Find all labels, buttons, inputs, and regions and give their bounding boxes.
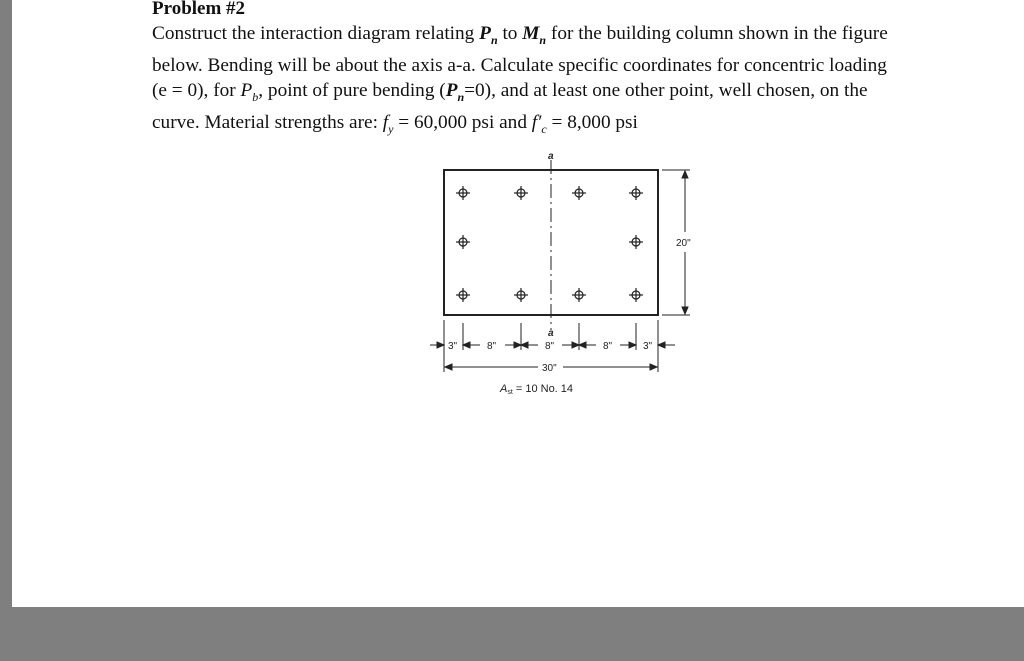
pn-letter: P (445, 79, 458, 101)
text-segment: =0), and at least one other point, well chosen, on the (464, 79, 868, 101)
pb-letter: P (240, 79, 253, 101)
axis-label-bottom: a (548, 328, 554, 339)
pb-subscript: b (252, 89, 259, 104)
steel-area-value: = 10 No. 14 (512, 383, 574, 395)
rebar (514, 186, 528, 200)
rebar (456, 235, 470, 249)
steel-area-subscript: st (507, 389, 513, 396)
statement-line-2: below. Bending will be about the axis a-a. Calculate specific coordinates for concentric loading (152, 54, 887, 76)
mn-letter: M (522, 23, 540, 44)
rebar (456, 288, 470, 302)
text-segment: to (497, 23, 523, 44)
fy-letter: f (382, 111, 389, 133)
fc-prime: ′ (537, 111, 542, 133)
pn-letter: P (479, 23, 491, 44)
spacing-edge-right: 3" (643, 341, 653, 352)
rebar (572, 288, 586, 302)
problem-title: Problem #2 (152, 0, 246, 19)
text-segment: curve. Material strengths are: (152, 111, 383, 133)
text-segment: Construct the interaction diagram relating (152, 23, 480, 44)
text-segment: , point of pure bending ( (258, 79, 446, 101)
steel-area-symbol: A (500, 383, 508, 395)
spacing-3: 8" (603, 341, 613, 352)
fy-subscript: y (388, 121, 394, 136)
fc-subscript: c (541, 121, 547, 136)
text-segment: (e = 0), for (152, 79, 241, 101)
spacing-2: 8" (545, 341, 555, 352)
axis-label-top: a (548, 151, 554, 162)
mn-subscript: n (539, 32, 547, 47)
pn-subscript: n (457, 89, 465, 104)
steel-area-label (499, 383, 573, 396)
rebar-group (456, 186, 643, 302)
pn-subscript: n (490, 32, 498, 47)
text-segment: = 60,000 psi and (393, 111, 532, 133)
rebar (629, 288, 643, 302)
spacing-1: 8" (487, 341, 497, 352)
rebar (456, 186, 470, 200)
rebar (514, 288, 528, 302)
rebar (572, 186, 586, 200)
fc-letter: f (531, 111, 538, 133)
rebar (629, 235, 643, 249)
text-segment: = 8,000 psi (546, 111, 638, 133)
text-segment: for the building column shown in the figure (546, 23, 888, 44)
spacing-edge-left: 3" (448, 341, 458, 352)
rebar (629, 186, 643, 200)
width-dim-label: 30" (542, 363, 557, 374)
height-dim-label: 20" (676, 238, 691, 249)
